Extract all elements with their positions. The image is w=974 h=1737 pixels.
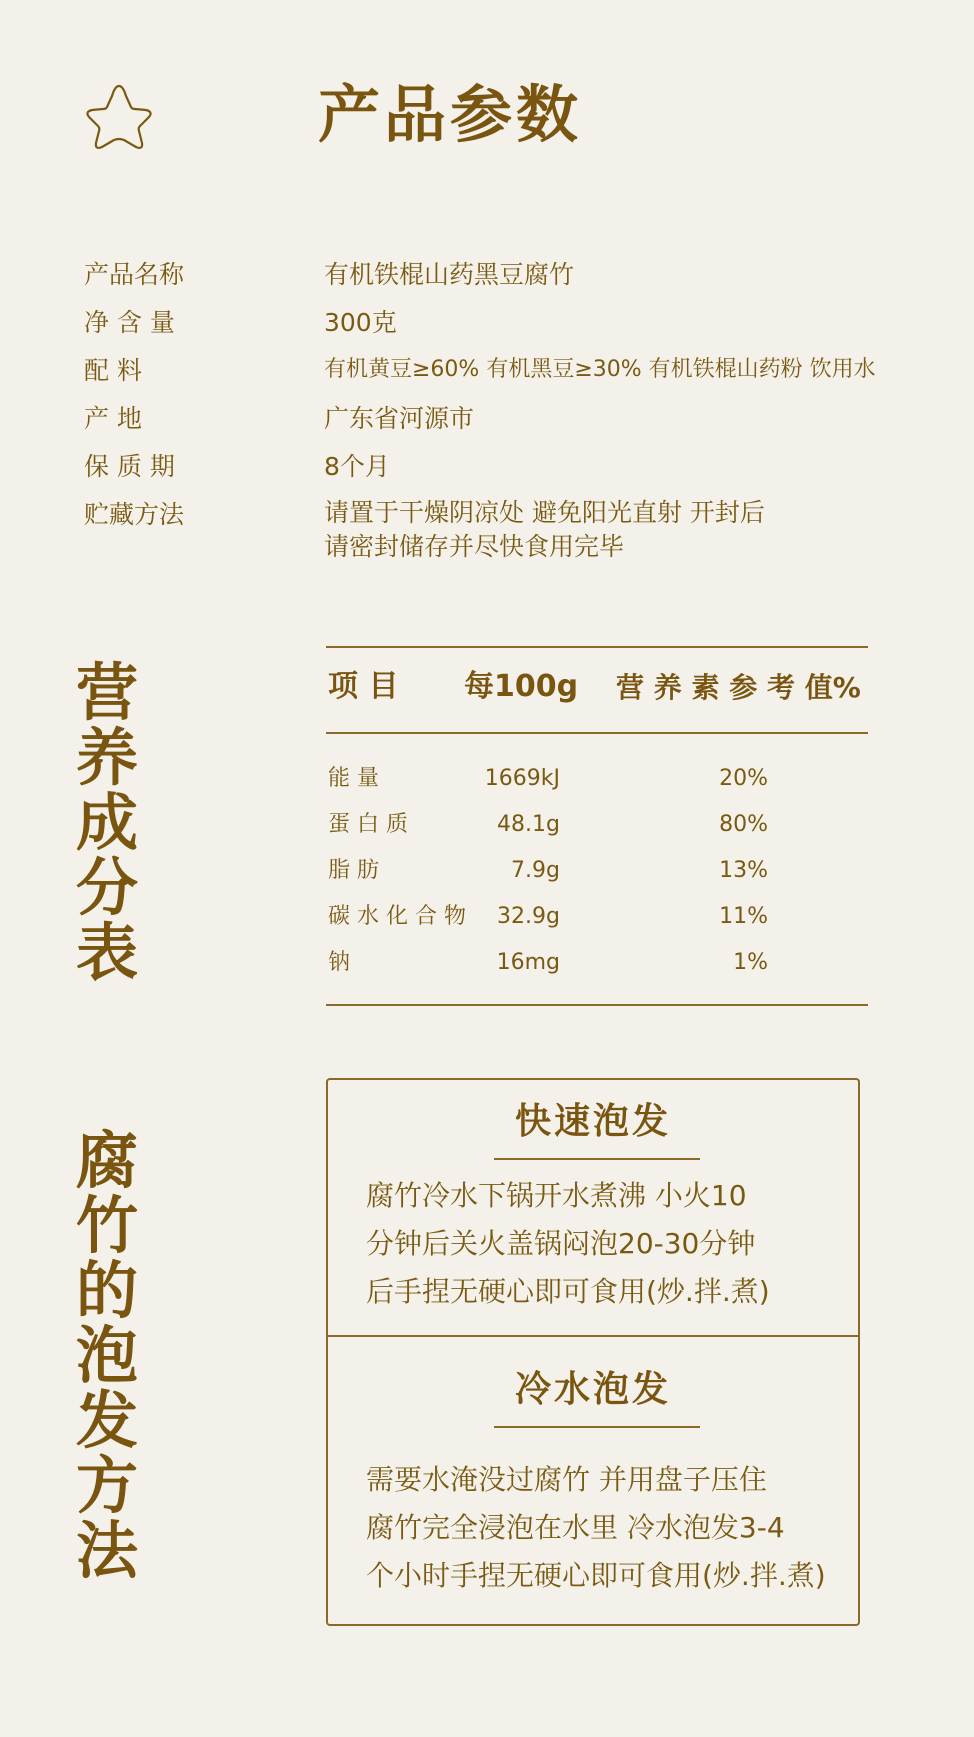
header-per-100g: 每100g: [464, 669, 579, 704]
side-title-char: 分: [75, 851, 138, 924]
nutrition-side-title: [72, 656, 142, 989]
param-label-ingredients: 配 料: [84, 356, 142, 385]
param-value-name: 有机铁棍山药黑豆腐竹: [324, 260, 575, 289]
nutrient-nrv: 20%: [719, 766, 768, 791]
quick-soak-line: 分钟后关火盖锅闷泡20-30分钟: [366, 1227, 756, 1260]
quick-soak-title-rule: [494, 1158, 700, 1160]
nutrient-amount: 7.9g: [511, 858, 560, 883]
nutrient-name: 蛋 白 质: [328, 812, 408, 837]
nutrient-amount: 48.1g: [497, 812, 560, 837]
nutrient-nrv: 13%: [719, 858, 768, 883]
quick-soak-line: 后手捏无硬心即可食用(炒.拌.煮): [366, 1275, 770, 1308]
side-title-char: 方: [75, 1449, 138, 1522]
cold-soak-title: 冷水泡发: [514, 1369, 671, 1410]
storage-line: 请密封储存并尽快食用完毕: [324, 532, 625, 561]
side-title-char: 成: [75, 786, 138, 859]
methods-divider: [328, 1335, 858, 1337]
param-value-net: 300克: [324, 308, 397, 337]
side-title-char: 竹: [75, 1189, 138, 1262]
storage-line: 请置于干燥阴凉处 避免阳光直射 开封后: [324, 498, 765, 527]
table-header-rule: [326, 732, 868, 734]
nutrient-name: 钠: [328, 950, 351, 975]
side-title-char: 发: [75, 1384, 138, 1457]
side-title-char: 营: [75, 656, 138, 729]
quick-soak-line: 腐竹冷水下锅开水煮沸 小火10: [366, 1179, 747, 1212]
header-nrv: 营 养 素 参 考 值%: [616, 671, 861, 704]
table-top-rule: [326, 646, 868, 648]
side-title-char: 法: [75, 1514, 138, 1587]
cold-soak-line: 需要水淹没过腐竹 并用盘子压住: [366, 1463, 767, 1496]
nutrient-nrv: 11%: [719, 904, 768, 929]
side-title-char: 养: [75, 721, 138, 794]
param-value-shelf-life: 8个月: [324, 452, 390, 481]
nutrient-name: 脂 肪: [328, 858, 379, 883]
header-item: 项 目: [328, 669, 399, 704]
side-title-char: 表: [75, 916, 138, 989]
nutrient-amount: 16mg: [496, 950, 560, 975]
param-label-name: 产品名称: [84, 260, 185, 289]
nutrient-nrv: 1%: [733, 950, 768, 975]
star-icon: [82, 80, 156, 154]
nutrient-name: 碳 水 化 合 物: [328, 904, 466, 929]
cold-soak-title-rule: [494, 1426, 700, 1428]
param-value-storage: [324, 496, 765, 564]
side-title-char: 泡: [75, 1319, 138, 1392]
page-title: 产品参数: [318, 78, 583, 151]
cold-soak-text: [366, 1456, 826, 1600]
param-label-net: 净 含 量: [84, 308, 175, 337]
param-label-shelf-life: 保 质 期: [84, 452, 175, 481]
param-value-origin: 广东省河源市: [324, 404, 475, 433]
methods-side-title: [72, 1124, 142, 1587]
side-title-char: 的: [75, 1254, 138, 1327]
nutrient-nrv: 80%: [719, 812, 768, 837]
table-bottom-rule: [326, 1004, 868, 1006]
param-label-origin: 产 地: [84, 404, 142, 433]
side-title-char: 腐: [75, 1124, 138, 1197]
cold-soak-line: 个小时手捏无硬心即可食用(炒.拌.煮): [366, 1559, 826, 1592]
param-label-storage: 贮藏方法: [84, 500, 185, 529]
param-value-ingredients: 有机黄豆≥60% 有机黑豆≥30% 有机铁棍山药粉 饮用水: [324, 357, 876, 382]
nutrient-name: 能 量: [328, 766, 379, 791]
cold-soak-line: 腐竹完全浸泡在水里 冷水泡发3-4: [366, 1511, 785, 1544]
quick-soak-title: 快速泡发: [514, 1101, 671, 1142]
quick-soak-text: [366, 1172, 770, 1316]
nutrient-amount: 32.9g: [497, 904, 560, 929]
nutrient-amount: 1669kJ: [484, 766, 560, 791]
